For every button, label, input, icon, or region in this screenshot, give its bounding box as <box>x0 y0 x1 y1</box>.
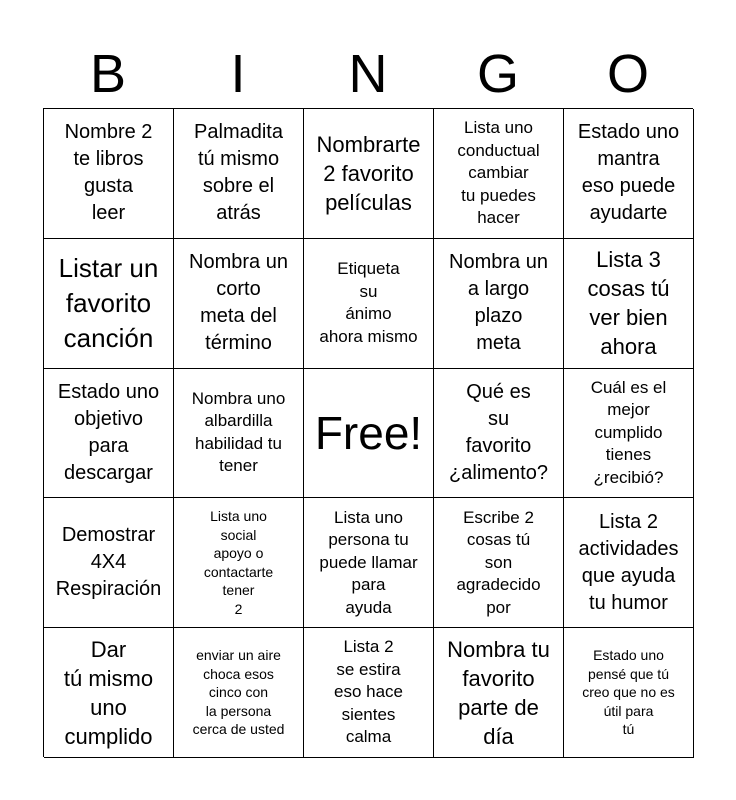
cell-text: Qué es su favorito ¿alimento? <box>449 380 548 484</box>
cell-text: Nombre 2 te libros gusta leer <box>64 121 153 225</box>
cell-text: Lista uno social apoyo o contactarte tener 2 <box>203 508 274 617</box>
cell-text: Lista 3 cosas tú ver bien ahora <box>587 247 670 360</box>
cell-text: Lista 2 actividades que ayuda tu humor <box>578 510 679 614</box>
bingo-cell <box>44 369 174 499</box>
cell-text: Dar tú mismo uno cumplido <box>63 636 154 749</box>
bingo-cell <box>434 369 564 499</box>
bingo-cell <box>564 109 694 239</box>
bingo-cell <box>564 369 694 499</box>
cell-text: Cuál es el mejor cumplido tienes ¿recibió? <box>590 377 667 487</box>
cell-text: Estado uno mantra eso puede ayudarte <box>577 121 680 225</box>
bingo-cell <box>434 498 564 628</box>
cell-text: Nombra un a largo plazo meta <box>449 251 548 355</box>
cell-text: enviar un aire choca esos cinco con la persona cerca de usted <box>192 647 285 738</box>
cell-text: Nombra un corto meta del término <box>189 251 288 355</box>
bingo-cell <box>44 239 174 369</box>
bingo-grid <box>43 108 693 757</box>
cell-text: Lista 2 se estira eso hace sientes calma <box>334 637 403 747</box>
cell-text: Palmadita tú mismo sobre el atrás <box>194 121 283 225</box>
bingo-cell <box>304 628 434 758</box>
bingo-cell <box>174 109 304 239</box>
cell-text: Lista uno conductual cambiar tu puedes hacer <box>457 118 540 228</box>
bingo-cell <box>564 239 694 369</box>
cell-text: Listar un favorito canción <box>58 252 159 353</box>
cell-text: Lista uno persona tu puede llamar para ayuda <box>319 507 418 617</box>
bingo-cell <box>174 498 304 628</box>
bingo-cell <box>44 109 174 239</box>
bingo-cell <box>564 498 694 628</box>
cell-text: Estado uno pensé que tú creo que no es útil para tú <box>582 647 675 738</box>
header-letter-b: B <box>89 44 127 104</box>
header-letter-g: G <box>476 44 519 104</box>
bingo-cell <box>174 628 304 758</box>
bingo-cell <box>304 109 434 239</box>
header-letter-n: N <box>348 44 388 104</box>
bingo-cell <box>44 498 174 628</box>
bingo-cell <box>174 239 304 369</box>
cell-text: Demostrar 4X4 Respiración <box>55 524 162 601</box>
bingo-header <box>43 40 693 108</box>
free-space-cell <box>304 369 434 499</box>
bingo-cell <box>174 369 304 499</box>
bingo-cell <box>434 109 564 239</box>
cell-text: Nombrarte 2 favorito películas <box>316 131 421 215</box>
cell-text: Nombra uno albardilla habilidad tu tener <box>191 388 286 476</box>
bingo-cell <box>434 628 564 758</box>
cell-text: Nombra tu favorito parte de día <box>447 636 550 749</box>
bingo-cell <box>304 239 434 369</box>
header-letter-i: I <box>230 44 246 104</box>
free-space-label: Free! <box>314 406 423 459</box>
bingo-cell <box>304 498 434 628</box>
bingo-cell <box>44 628 174 758</box>
cell-text: Estado uno objetivo para descargar <box>57 380 160 484</box>
cell-text: Etiqueta su ánimo ahora mismo <box>319 259 418 346</box>
bingo-cell <box>434 239 564 369</box>
header-letter-o: O <box>606 44 649 104</box>
bingo-cell <box>564 628 694 758</box>
cell-text: Escribe 2 cosas tú son agradecido por <box>456 507 541 617</box>
